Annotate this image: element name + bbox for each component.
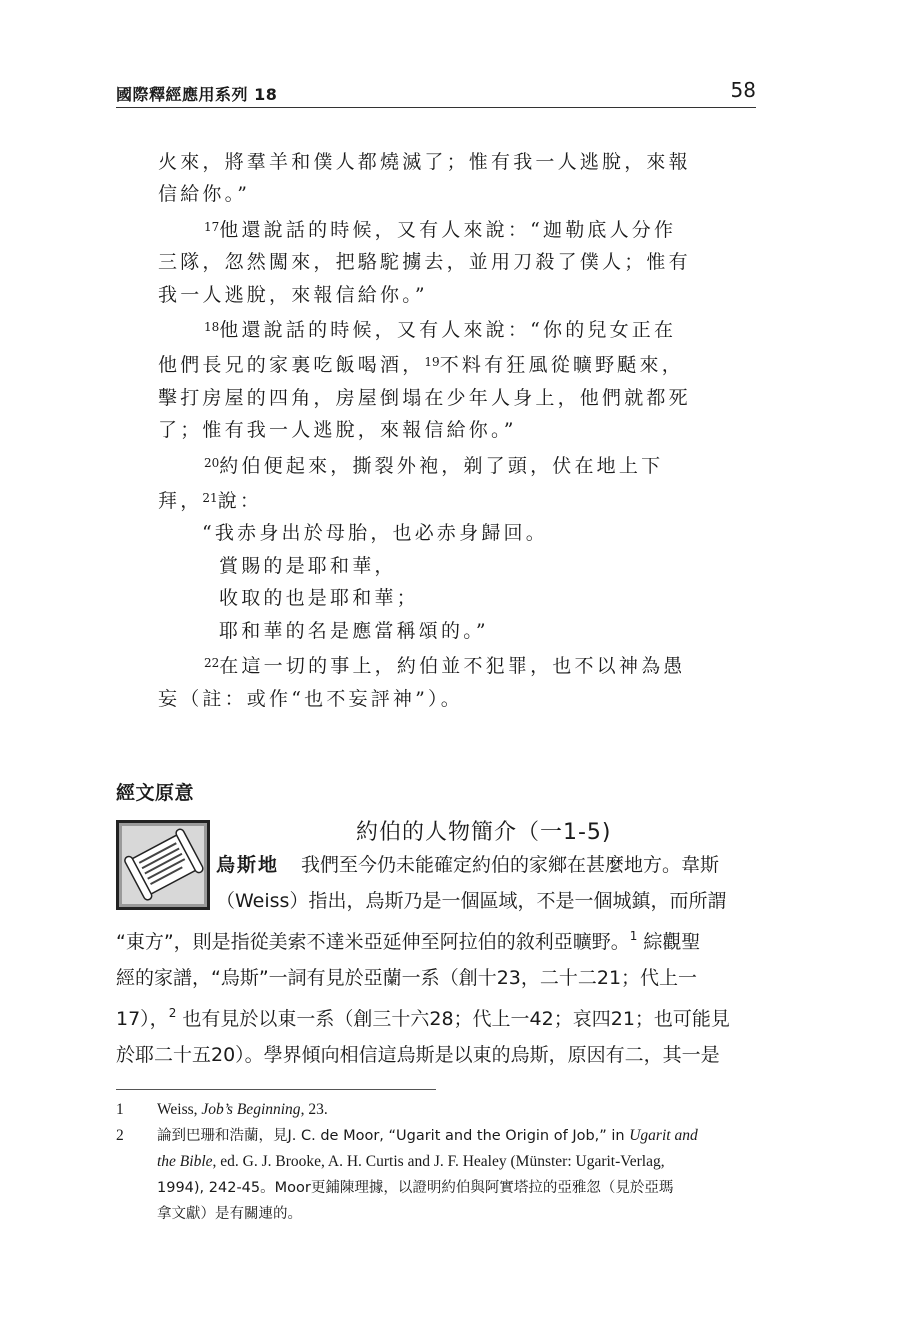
series-title: 國際釋經應用系列 18 — [116, 85, 278, 104]
footnote: 2 論到巴珊和浩蘭，見J. C. de Moor, “Ugarit and the Origin of Job,” in Ugarit and the Bible, ed. G. J. Brooke, A. H. Curtis and J. F. Healey (Münster: Ugarit-Verlag, 1994), 242-45。Moor更鋪陳理據，以證明約伯與阿實塔拉的亞雅忽（見於亞瑪 拿文獻）是有關連的。 — [116, 1123, 756, 1227]
scripture-line: 火來，將羣羊和僕人都燒滅了；惟有我一人逃脫，來報 — [158, 151, 691, 173]
header-divider — [116, 107, 756, 108]
commentary-line: 於耶二十五20）。學界傾向相信這烏斯是以東的烏斯，原因有二，其一是 — [116, 1043, 720, 1066]
footnote-number: 1 — [116, 1101, 124, 1118]
footnote-number: 2 — [116, 1127, 124, 1144]
footnote-ref[interactable]: 1 — [629, 929, 638, 943]
scripture-line: 三隊，忽然闖來，把駱駝擄去，並用刀殺了僕人；惟有 — [158, 251, 691, 274]
commentary-line: 烏斯地 我們至今仍未能確定約伯的家鄉在甚麼地方。韋斯 — [216, 854, 720, 876]
footnote-ref[interactable]: 2 — [168, 1006, 177, 1020]
poetry-line: “我赤身出於母胎，也必赤身歸回。 — [202, 522, 548, 545]
scripture-line: $^{18}$他還說話的時候，又有人來說：“你的兒女正在 — [204, 319, 677, 342]
scripture-line: $^{20}$約伯便起來，撕裂外袍，剃了頭，伏在地上下 — [204, 454, 664, 477]
scripture-line: $^{22}$在這一切的事上，約伯並不犯罪，也不以神為愚 — [204, 655, 686, 678]
poetry-line: 耶和華的名是應當稱頌的。” — [219, 619, 489, 642]
scripture-line: 了；惟有我一人逃脫，來報信給你。” — [158, 419, 517, 442]
scripture-line: 擊打房屋的四角，房屋倒塌在少年人身上，他們就都死 — [158, 386, 691, 409]
verse-number: 18 — [204, 320, 220, 335]
commentary-line: “東方”，則是指從美索不達米亞延伸至阿拉伯的敘利亞曠野。$^1$ 綜觀聖 — [116, 929, 701, 953]
page-number: 58 — [730, 78, 756, 102]
footnotes — [116, 1097, 756, 1227]
subsection-title: 約伯的人物簡介（一1-5) — [356, 820, 612, 845]
scripture-line: $^{17}$他還說話的時候，又有人來說：“迦勒底人分作 — [204, 218, 677, 241]
commentary-text — [116, 848, 756, 1073]
footnote: 1 Weiss, Job’s Beginning, 23. — [116, 1097, 756, 1123]
scripture-line: 我一人逃脫，來報信給你。” — [158, 283, 428, 306]
scripture-passage — [158, 146, 718, 715]
poetry-line: 賞賜的是耶和華， — [219, 554, 397, 577]
scripture-line: 他們長兄的家裏吃飯喝酒，$^{19}$不料有狂風從曠野颳來， — [158, 354, 684, 377]
footnote-divider — [116, 1089, 436, 1090]
scripture-line: 信給你。” — [158, 183, 251, 206]
commentary-line: 17），$^2$ 也有見於以東一系（創三十六28；代上一42；哀四21；也可能見 — [116, 1006, 730, 1030]
scripture-line: 拜，$^{21}$說： — [158, 490, 263, 513]
verse-number: 19 — [424, 355, 440, 370]
running-header — [116, 80, 756, 106]
section-heading: 經文原意 — [116, 782, 195, 804]
keyword: 烏斯地 — [216, 854, 280, 876]
poetry-line: 收取的也是耶和華； — [219, 587, 419, 610]
verse-number: 21 — [202, 491, 218, 506]
commentary-line: （Weiss）指出，烏斯乃是一個區域，不是一個城鎮，而所謂 — [216, 889, 727, 912]
commentary-line: 經的家譜，“烏斯”一詞有見於亞蘭一系（創十23，二十二21；代上一 — [116, 966, 698, 989]
verse-number: 17 — [204, 219, 220, 234]
verse-number: 20 — [204, 455, 220, 470]
scripture-line: 妄（註：或作“也不妄評神”）。 — [158, 687, 463, 710]
verse-number: 22 — [204, 656, 220, 671]
